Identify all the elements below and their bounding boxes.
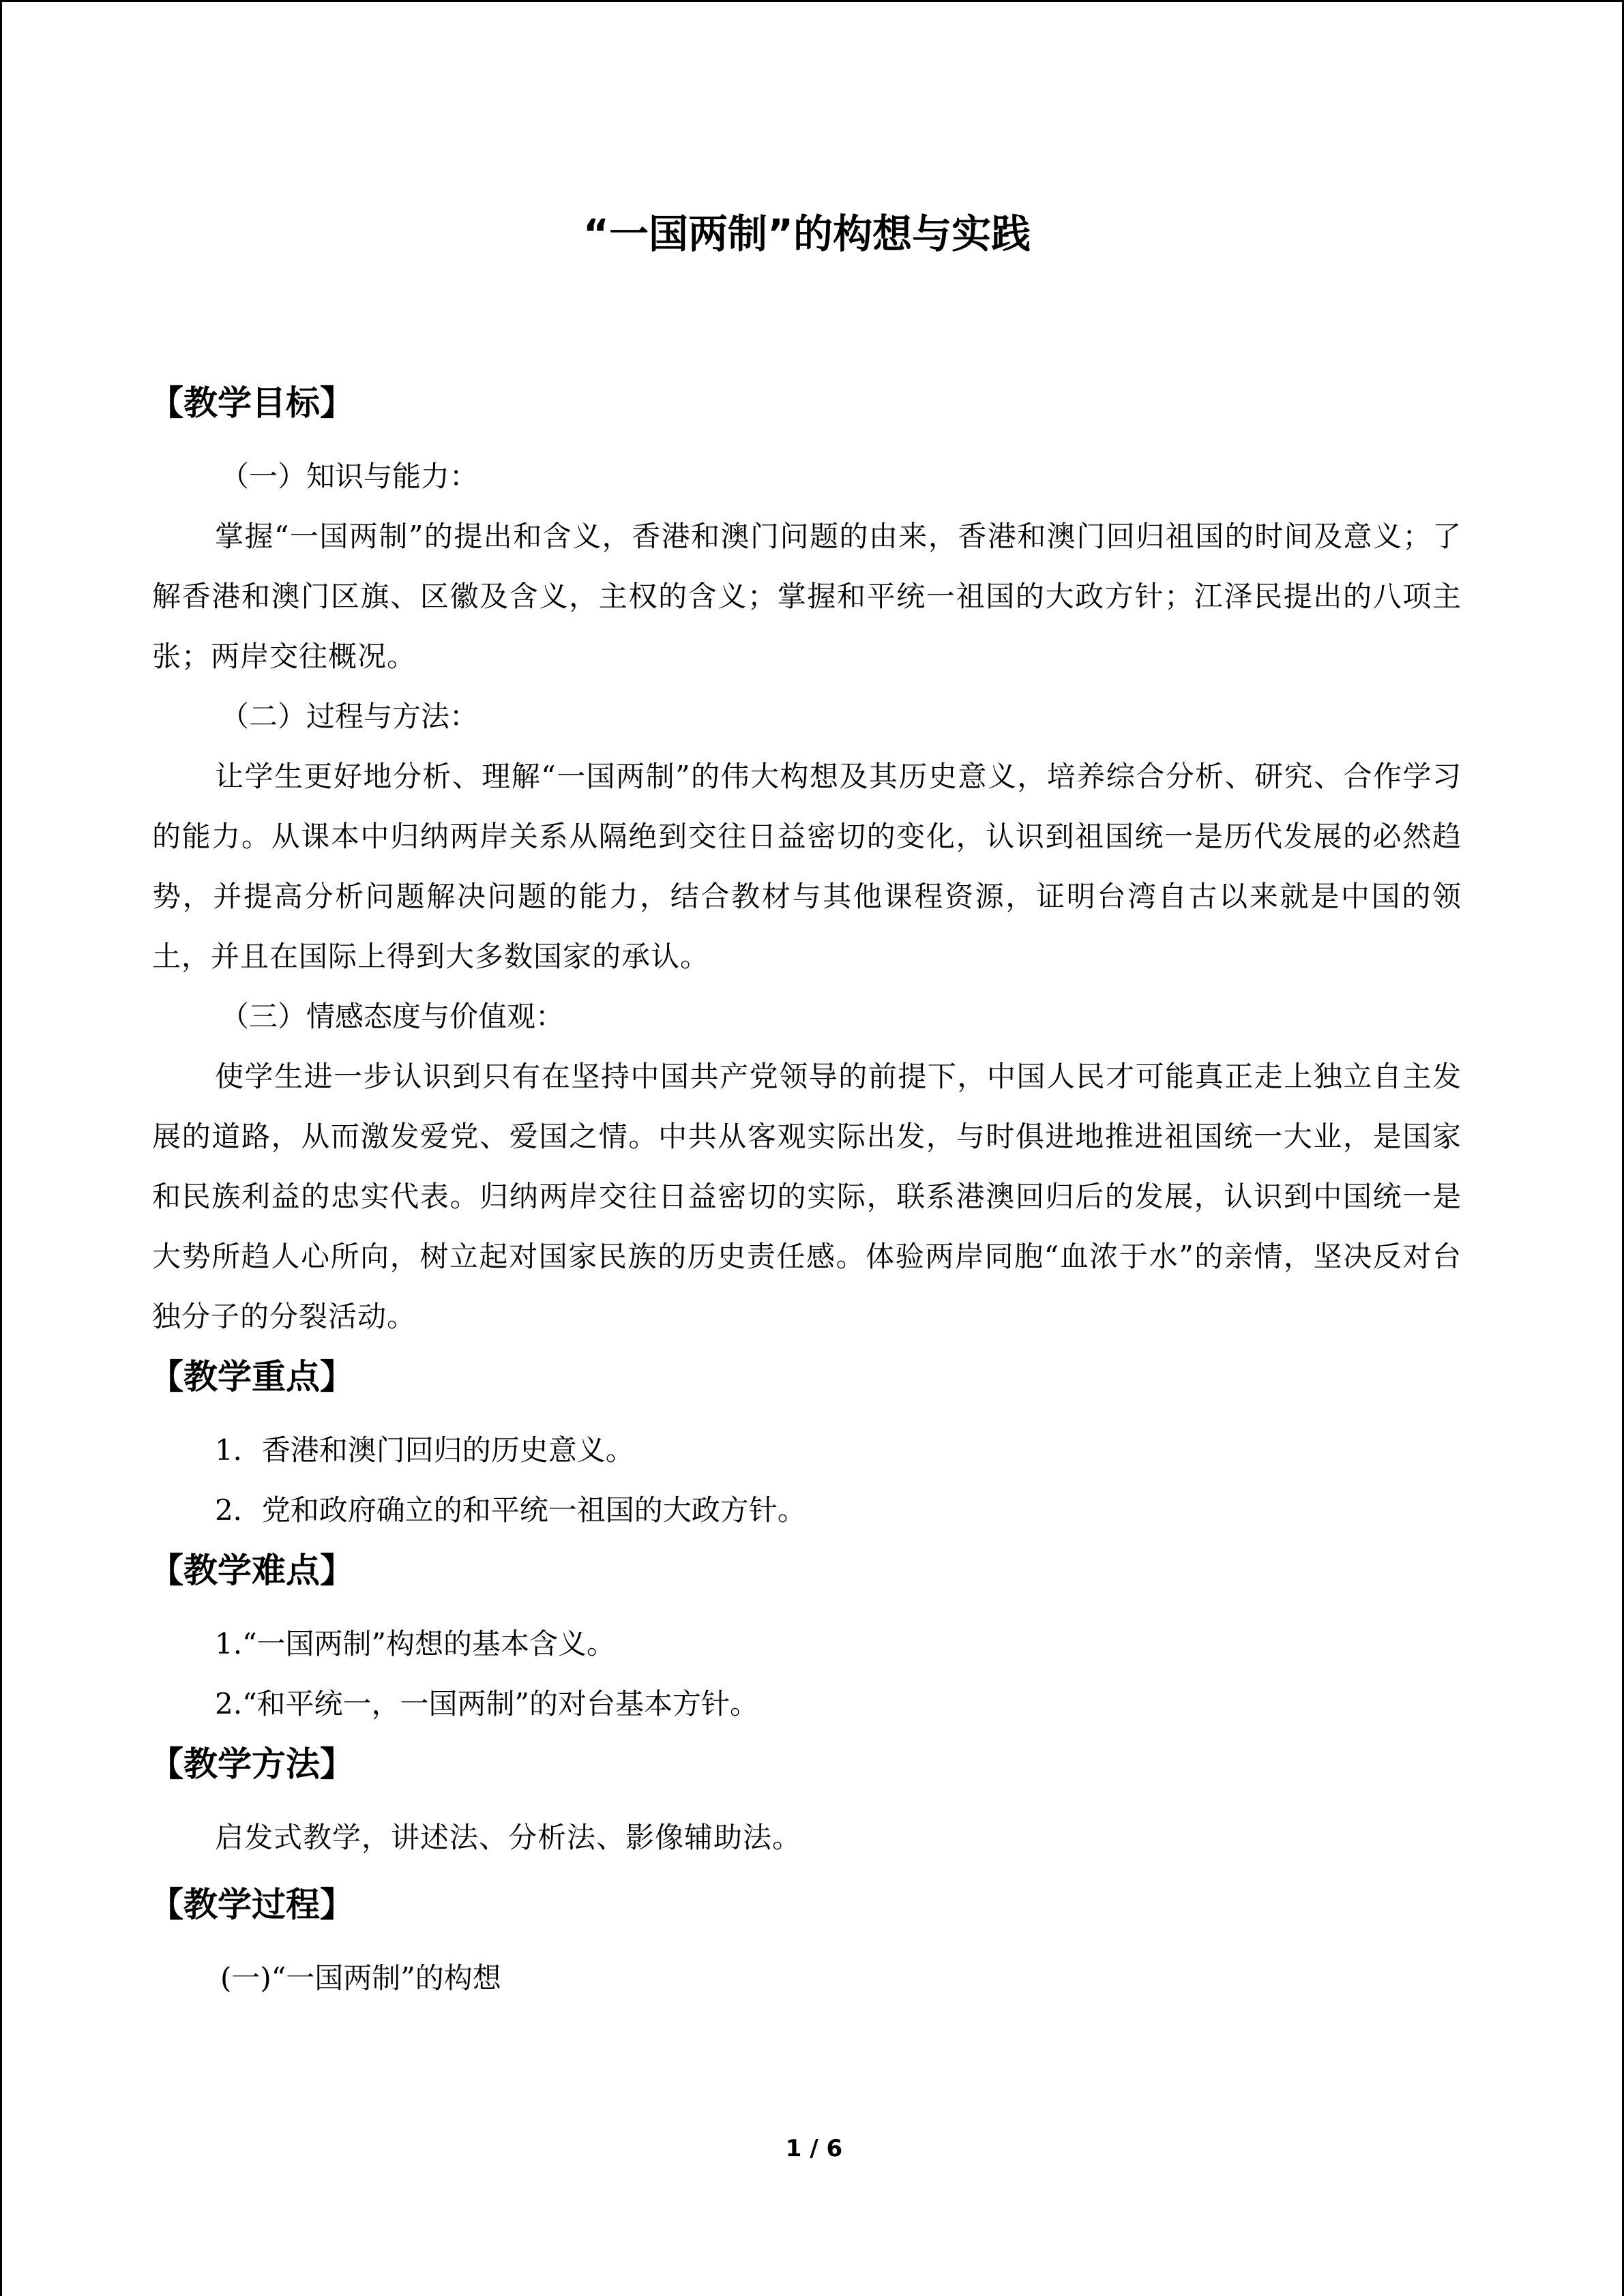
page-number: 1 / 6 (785, 2135, 843, 2162)
paragraph-process-method: 让学生更好地分析、理解“一国两制”的伟大构想及其历史意义，培养综合分析、研究、合作学习的能力。从课本中归纳两岸关系从隔绝到交往日益密切的变化，认识到祖国统一是历代发展的必然趋势，并提高分析问题解决问题的能力，结合教材与其他课程资源，证明台湾自古以来就是中国的领土，并且在国际上得到大多数国家的承认。 (152, 760, 1462, 973)
list-item-key-point-2: 2．党和政府确立的和平统一祖国的大政方针。 (215, 1493, 806, 1527)
paragraph-methods: 启发式教学，讲述法、分析法、影像辅助法。 (215, 1821, 802, 1854)
section-heading-process: 【教学过程】 (149, 1885, 354, 1924)
subheading-process-method: （二）过程与方法： (220, 700, 479, 733)
section-heading-difficulties: 【教学难点】 (149, 1551, 354, 1590)
list-item-key-point-1: 1．香港和澳门回归的历史意义。 (215, 1433, 634, 1467)
document-title: “一国两制”的构想与实践 (582, 211, 1031, 257)
section-heading-key-points: 【教学重点】 (149, 1357, 354, 1397)
section-heading-objectives: 【教学目标】 (149, 383, 354, 423)
section-heading-methods: 【教学方法】 (149, 1744, 354, 1784)
subheading-emotion-values: （三）情感态度与价值观： (220, 1000, 565, 1033)
subheading-knowledge-ability: （一）知识与能力： (220, 460, 479, 493)
subheading-one-country-two-systems: (一)“一国两制”的构想 (220, 1961, 501, 1995)
list-item-difficulty-2: 2.“和平统一，一国两制”的对台基本方针。 (215, 1687, 759, 1720)
paragraph-emotion-values: 使学生进一步认识到只有在坚持中国共产党领导的前提下，中国人民才可能真正走上独立自主发展的道路，从而激发爱党、爱国之情。中共从客观实际出发，与时俱进地推进祖国统一大业，是国家和民族利益的忠实代表。归纳两岸交往日益密切的实际，联系港澳回归后的发展，认识到中国统一是大势所趋人心所向，树立起对国家民族的历史责任感。体验两岸同胞“血浓于水”的亲情，坚决反对台独分子的分裂活动。 (152, 1060, 1462, 1333)
list-item-difficulty-1: 1.“一国两制”构想的基本含义。 (215, 1627, 616, 1660)
document-content (149, 207, 1462, 2008)
paragraph-knowledge-ability: 掌握“一国两制”的提出和含义，香港和澳门问题的由来，香港和澳门回归祖国的时间及意义；了解香港和澳门区旗、区徽及含义，主权的含义；掌握和平统一祖国的大政方针；江泽民提出的八项主张；两岸交往概况。 (152, 520, 1462, 673)
